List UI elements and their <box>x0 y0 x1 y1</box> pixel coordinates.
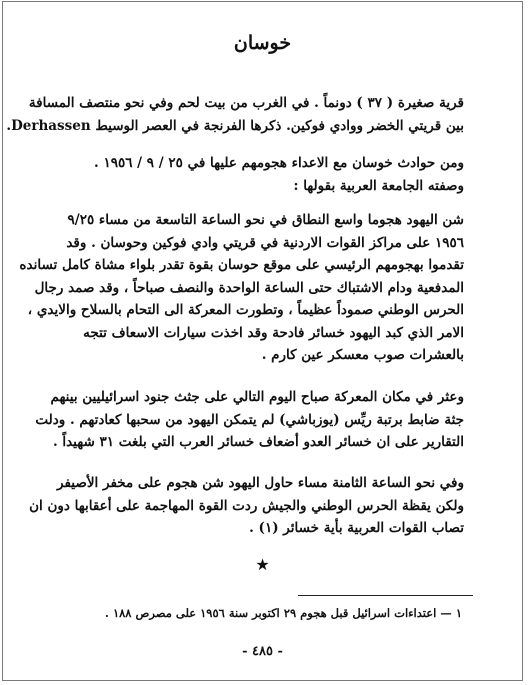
page-number: - ٤٨٥ - <box>242 644 283 659</box>
text-line: بالعشرات صوب معسكر عين كارم . <box>261 347 464 363</box>
star-separator-icon: ★ <box>255 555 270 574</box>
paragraph-second-attack <box>29 472 464 540</box>
text-line: شن اليهود هجوما واسع النطاق في نحو الساعة التاسعة من مساء ٩/٢٥ <box>67 212 464 228</box>
paragraph-intro <box>6 92 464 137</box>
text-line: الامر الذي كبد اليهود خسائر فادحة وقد اخذت سيارات الاسعاف تتجه <box>83 324 464 341</box>
paragraph-events <box>61 152 464 197</box>
text-line: وعثر في مكان المعركة صباح اليوم التالي على جثث جنود اسرائيليين بينهم <box>50 389 464 405</box>
text-line: المدفعية ودام الاشتباك حتى الساعة الواحدة والنصف صباحاً ، وقد صمد رجال <box>34 279 464 296</box>
paragraph-aftermath <box>35 386 464 454</box>
text-line: وفي نحو الساعة الثامنة مساء حاول اليهود شن هجوم على مخفر الأصيفر <box>57 475 464 491</box>
page-title: خوسان <box>233 32 292 54</box>
text-line: قرية صغيرة ( ٣٧ ) دونماً . في الغرب من بيت لحم وفي نحو منتصف المسافة <box>28 95 464 111</box>
paragraph-attack <box>19 209 464 367</box>
text-line: تقدموا بهجومهم الرئيسي على موقع حوسان بقوة تقدر بلواء مشاة كامل تسانده <box>19 257 464 273</box>
text-line: ولكن يقظة الحرس الوطني والجيش ردت القوة المهاجمة على أعقابها دون ان <box>29 497 464 514</box>
text-line: التقارير على ان خسائر العدو أضعاف خسائر العرب التي بلغت ٣١ شهيداً . <box>52 434 464 450</box>
footnote-rule <box>298 595 473 596</box>
text-line: تصاب القوات العربية بأية خسائر (١) . <box>249 520 464 536</box>
book-page <box>2 1 523 681</box>
text-line: بين قريتي الخضر ووادي فوكين. ذكرها الفرنجة في العصر الوسيط Derhassen. <box>6 117 464 134</box>
text-line: الحرس الوطني صموداً عظيماً ، وتطورت المعركة الى التحام بالسلاح والايدي ، <box>27 302 464 318</box>
text-line: ١٩٥٦ على مراكز القوات الاردنية في قريتي وادي فوكين وحوسان . وقد <box>66 234 464 251</box>
text-line: جثة ضابط برتبة ريِّس (يوزباشي) لم يتمكن اليهود من سحبها كعادتهم . ودلت <box>35 411 464 428</box>
footnote: ١ — اعتداءات اسرائيل قبل هجوم ٢٩ اكتوبر سنة ١٩٥٦ على مصرص ١٨٨ . <box>104 606 462 620</box>
text-line: وصفته الجامعة العربية بقولها : <box>293 177 464 194</box>
text-line: ومن حوادث خوسان مع الاعداء هجومهم عليها في ٢٥ / ٩ / ١٩٥٦ . <box>94 155 464 171</box>
